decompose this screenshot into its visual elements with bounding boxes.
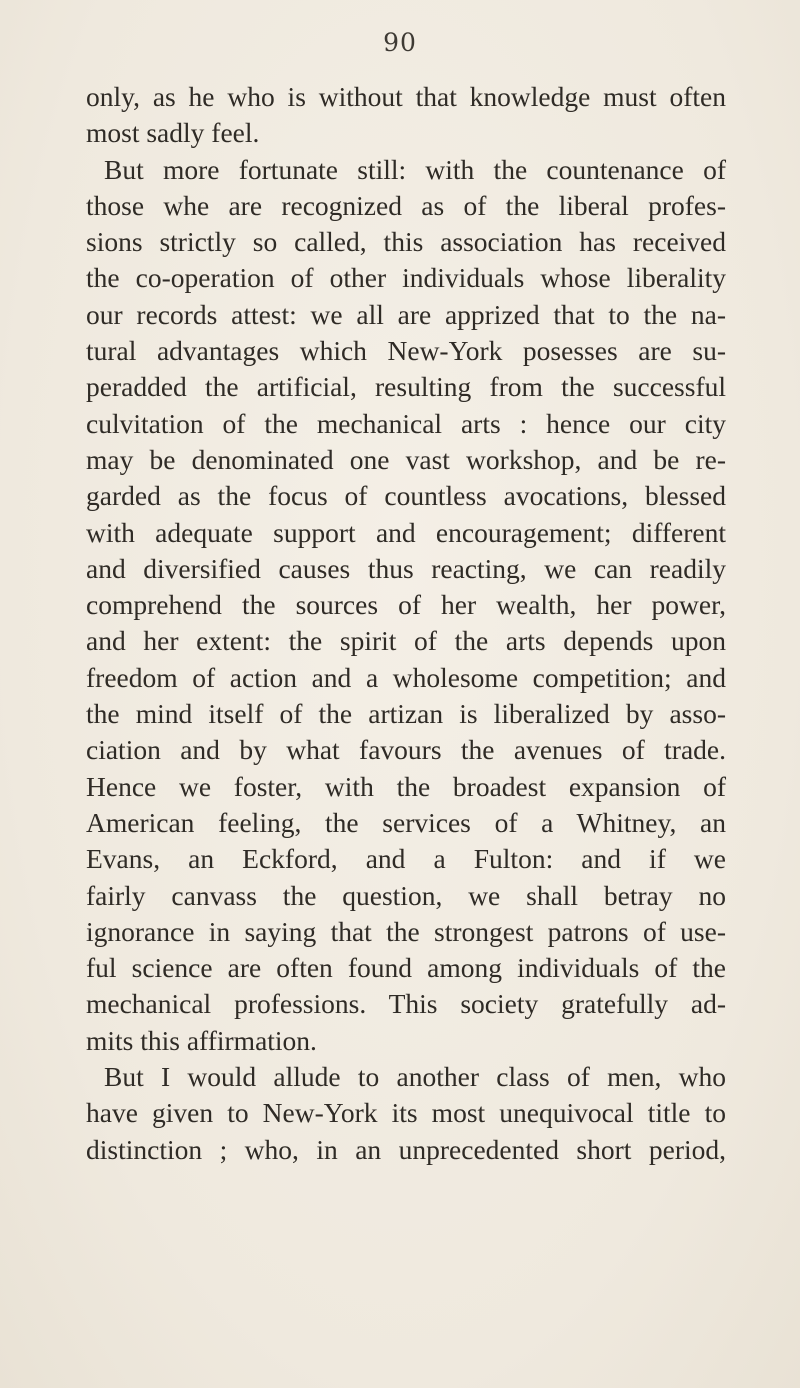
text-line: comprehend the sources of her wealth, her power, bbox=[86, 589, 726, 621]
text-line: mits this affirmation. bbox=[86, 1024, 317, 1056]
text-line: freedom of action and a wholesome competition; and bbox=[86, 661, 726, 693]
text-line: garded as the focus of countless avocations, blessed bbox=[86, 480, 726, 512]
text-line: distinction ; who, in an unprecedented short period, bbox=[86, 1133, 726, 1165]
text-line: with adequate support and encouragement; different bbox=[86, 516, 726, 548]
text-line: the mind itself of the artizan is liberalized by asso- bbox=[86, 698, 726, 730]
text-line: Evans, an Eckford, and a Fulton: and if we bbox=[86, 843, 726, 875]
text-line: may be denominated one vast workshop, and be re- bbox=[86, 443, 726, 475]
text-line: and diversified causes thus reacting, we can readily bbox=[86, 552, 726, 584]
text-line: mechanical professions. This society gratefully ad- bbox=[86, 988, 726, 1020]
text-line: sions strictly so called, this association has received bbox=[86, 226, 726, 258]
text-line: Hence we foster, with the broadest expansion of bbox=[86, 770, 726, 802]
text-line: But more fortunate still: with the countenance of bbox=[104, 153, 726, 185]
text-line: ignorance in saying that the strongest patrons of use- bbox=[86, 915, 726, 947]
text-line: ciation and by what favours the avenues of trade. bbox=[86, 734, 726, 766]
text-line: peradded the artificial, resulting from the successful bbox=[86, 371, 726, 403]
page-number: 90 bbox=[383, 28, 417, 57]
text-line: most sadly feel. bbox=[86, 117, 260, 149]
text-line: American feeling, the services of a Whitney, an bbox=[86, 806, 726, 838]
text-line: the co-operation of other individuals whose liberality bbox=[86, 262, 726, 294]
text-line: our records attest: we all are apprized that to the na- bbox=[86, 298, 726, 330]
body-text bbox=[86, 79, 726, 1168]
text-line: tural advantages which New-York posesses are su- bbox=[86, 335, 726, 367]
text-line: those whe are recognized as of the liberal profes- bbox=[86, 189, 726, 221]
text-line: and her extent: the spirit of the arts depends upon bbox=[86, 625, 726, 657]
text-line: only, as he who is without that knowledge must often bbox=[86, 81, 726, 112]
text-line: But I would allude to another class of men, who bbox=[104, 1061, 726, 1093]
text-line: culvitation of the mechanical arts : hence our city bbox=[86, 407, 726, 439]
text-line: ful science are often found among individuals of the bbox=[86, 952, 726, 984]
text-line: have given to New-York its most unequivocal title to bbox=[86, 1097, 726, 1129]
text-line: fairly canvass the question, we shall betray no bbox=[86, 879, 726, 911]
